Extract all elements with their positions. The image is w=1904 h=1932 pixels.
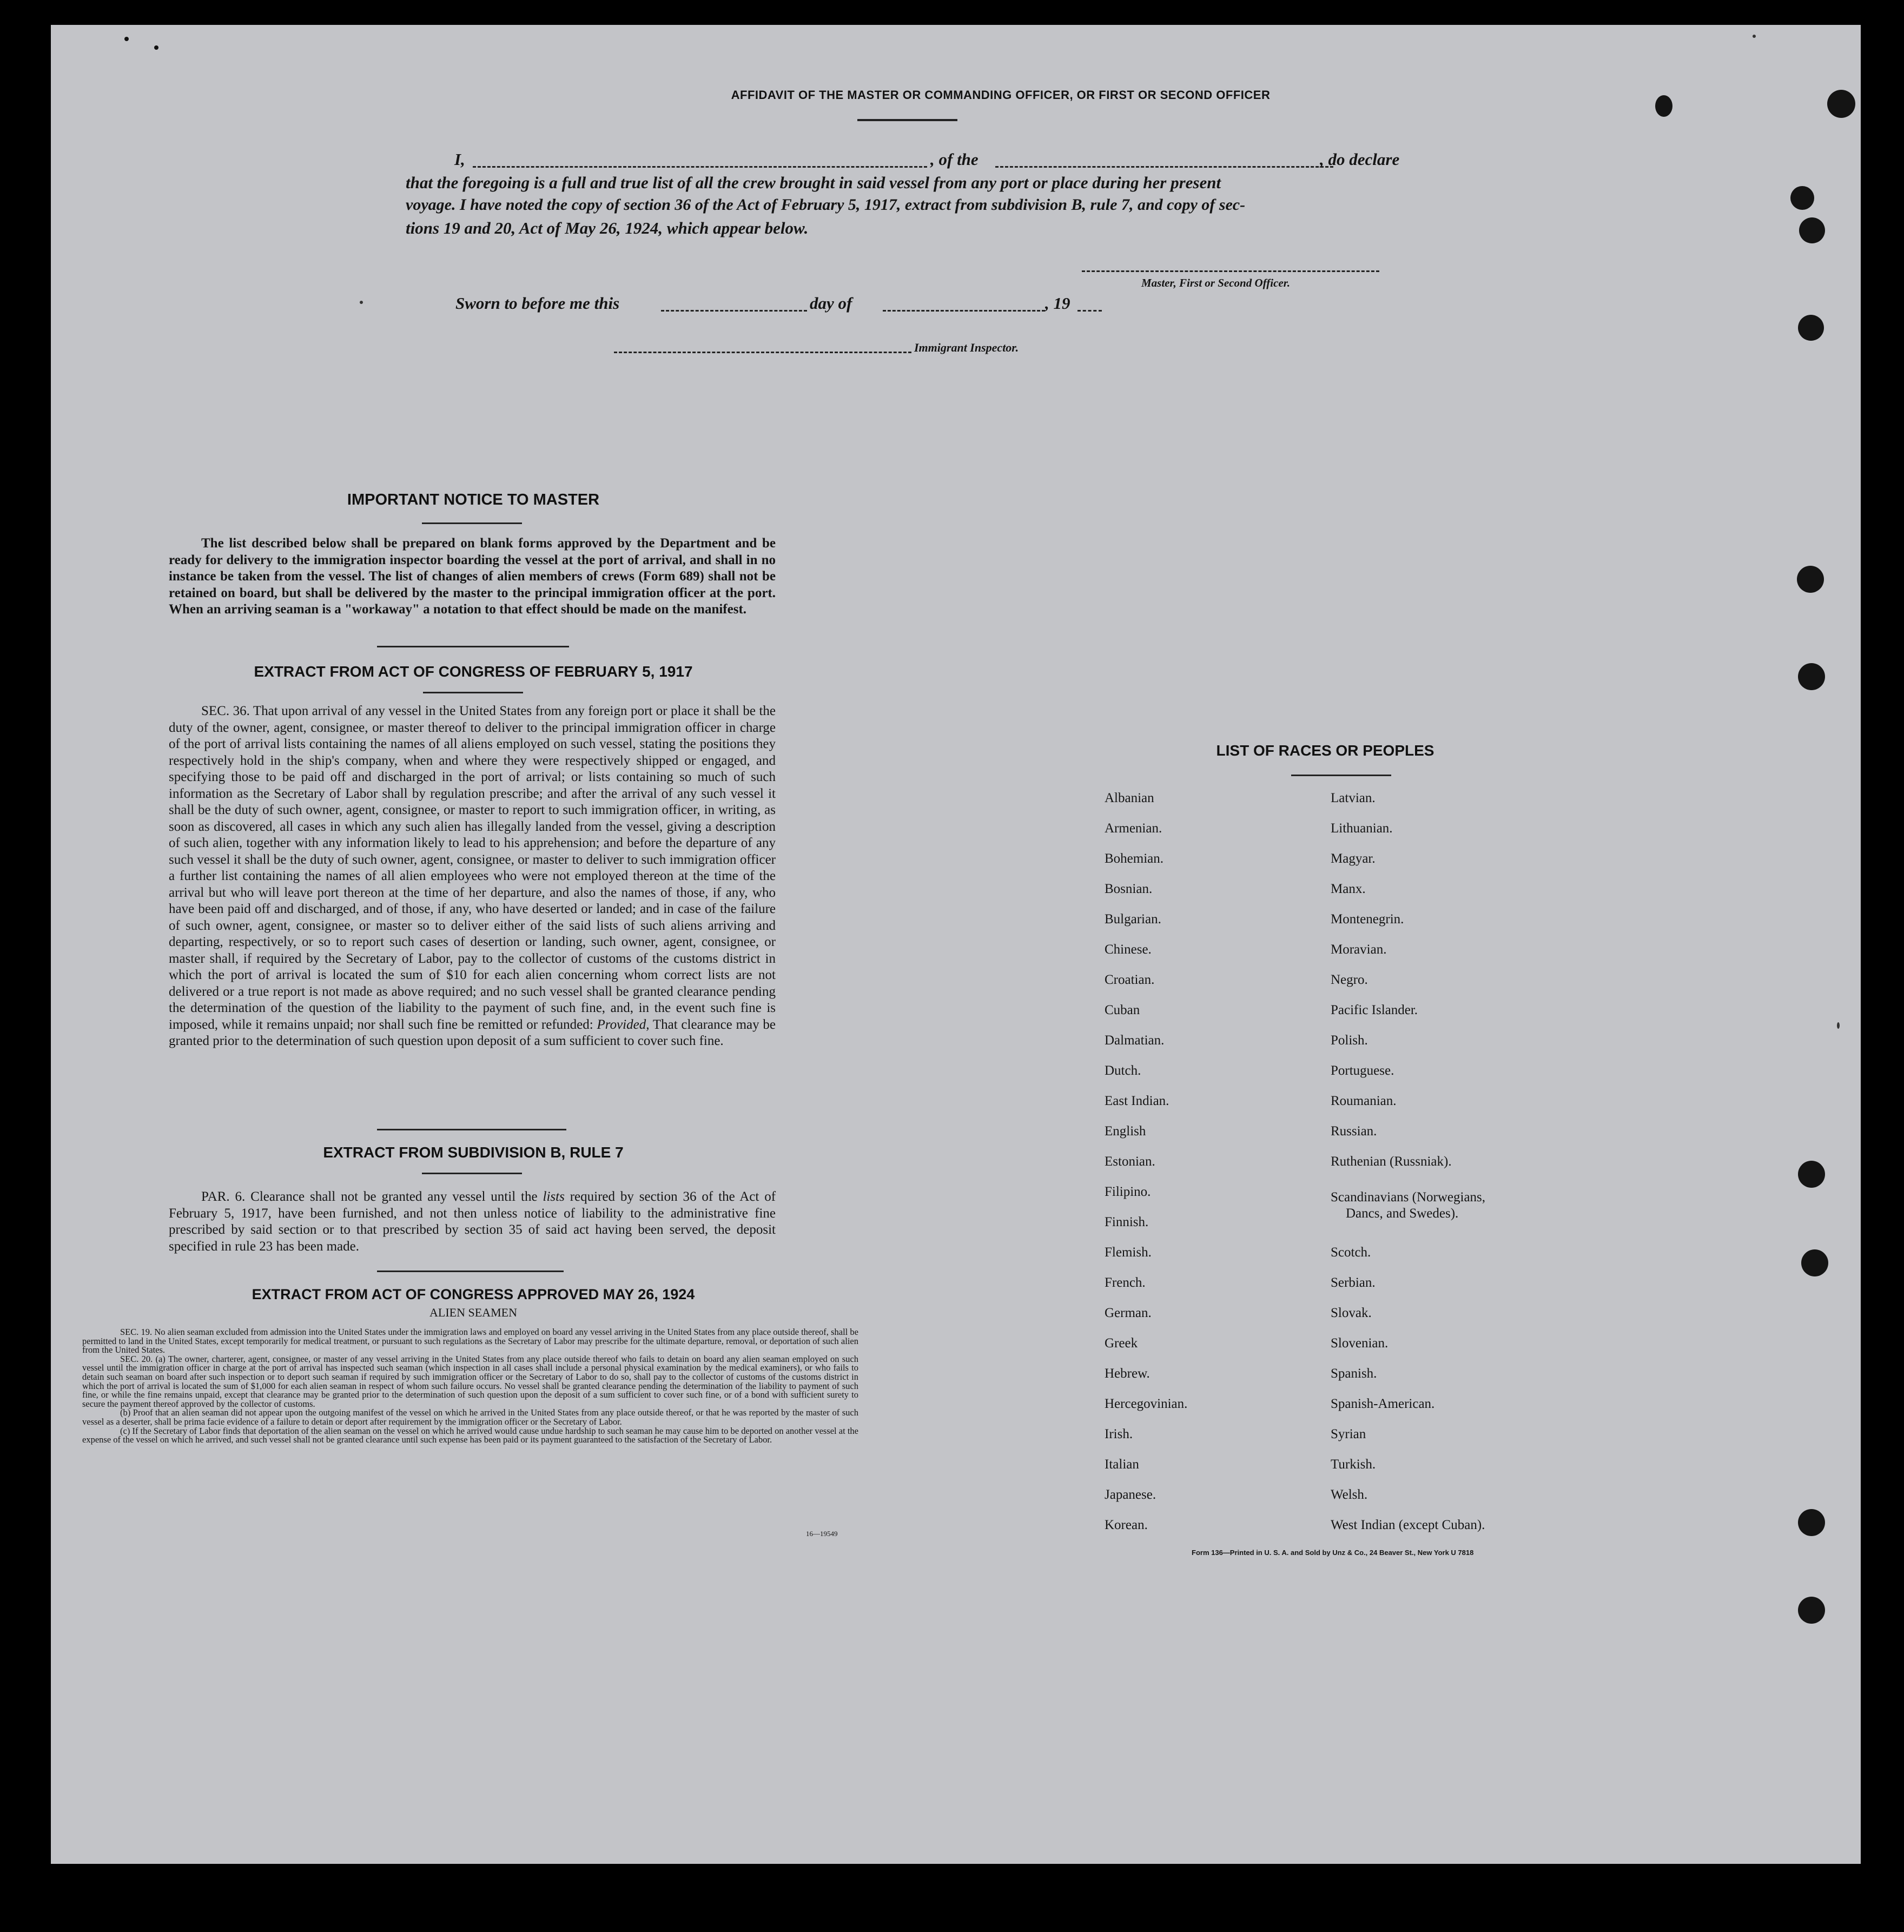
affidavit-line2: that the foregoing is a full and true list of all the crew brought in said vessel from any port or place during her present (406, 173, 1221, 192)
race-item: Japanese. (1105, 1487, 1156, 1502)
race-item: Dalmatian. (1105, 1033, 1165, 1048)
section-36-body: That upon arrival of any vessel in the United States from any foreign port or place it shall be the duty of the owner, agent, consignee, or master thereof to deliver to the principal immigration officer in charge of the port of arrival lists containing the names of all aliens employed on such vessel, stating the positions they respectively hold in the ship's company, when and where they were respectively shipped or engaged, and specifying those to be paid off and discharged in the port of arrival; or lists containing so much of such information as the Secretary of Labor shall by regulation prescribe; and after the arrival of any such vessel it shall be the duty of such owner, agent, consignee, or master to report to such immigration officer, in writing, as soon as discovered, all cases in which any such alien has illegally landed from the vessel, giving a description of such alien, together with any information likely to lead to his apprehension; and before the departure of any such vessel it shall be the duty of such owner, agent, consignee, or master to deliver to such immigration officer a further list containing the names of all alien employees who were not employed thereon at the time of the arrival but who will leave port thereon at the time of her departure, and also the names of those, if any, who have been paid off and discharged, and of those, if any, who have deserted or landed; and in case of the failure of such owner, agent, consignee, or master so to deliver either of the said lists of such aliens arriving and departing, respectively, or so to report such cases of desertion or landing, such owner, agent, consignee, or master shall, if required by the Secretary of Labor, pay to the collector of customs of the customs district in which the port of arrival is located the sum of $10 for each alien concerning whom correct lists are not delivered or a true report is not made as above required; and no such vessel shall be granted clearance pending the determination of the question of the liability to the payment of such fine, and, in the event such fine is imposed, while it remains unpaid; nor shall such fine be remitted or refunded: (169, 704, 776, 1032)
races-title-rule (1291, 775, 1391, 776)
affidavit-title: AFFIDAVIT OF THE MASTER OR COMMANDING OFFICER, OR FIRST OR SECOND OFFICER (731, 88, 1271, 102)
form-code: 16—19549 (806, 1530, 838, 1538)
printer-imprint: Form 136—Printed in U. S. A. and Sold by Unz & Co., 24 Beaver St., New York U 7818 (1192, 1549, 1474, 1557)
race-item: French. (1105, 1275, 1146, 1290)
section-36-label: SEC. 36. (201, 704, 250, 718)
race-item: Slovenian. (1331, 1336, 1389, 1351)
par-6-text-a: Clearance shall not be granted any vessel until the (250, 1189, 538, 1204)
race-item: German. (1105, 1306, 1152, 1320)
inspector-signature-line[interactable] (614, 352, 911, 353)
sworn-year: , 19 (1045, 294, 1070, 313)
race-item: West Indian (except Cuban). (1331, 1518, 1485, 1532)
sworn-month-blank[interactable] (883, 310, 1045, 312)
master-caption: Master, First or Second Officer. (1141, 276, 1290, 289)
sworn-line (455, 294, 1105, 315)
proviso-text: That clearance may be granted prior to the determination of such question upon deposit of a sum sufficient to cover such fine. (169, 1017, 776, 1048)
vessel-blank[interactable] (995, 166, 1333, 168)
sworn-day-of: day of (810, 294, 852, 313)
sworn-year-blank[interactable] (1077, 310, 1102, 312)
race-item: Hercegovinian. (1105, 1397, 1188, 1411)
race-item: Manx. (1331, 882, 1366, 896)
race-item: Estonian. (1105, 1154, 1155, 1169)
punch-hole (1798, 663, 1825, 690)
affidavit-line4: tions 19 and 20, Act of May 26, 1924, which appear below. (406, 219, 809, 237)
punch-hole (1797, 566, 1824, 593)
race-item: Dancs, and Swedes). (1346, 1206, 1459, 1221)
section-20c: (c) If the Secretary of Labor finds that deportation of the alien seaman on the vessel on which he arrived would cause undue hardship to such seaman he may cause him to be deported on another vessel at the expense of the vessel on which he arrived, and such vessel shall not be granted clearance until such expense has been paid or its payment guaranteed to the satisfaction of the Secretary of Labor. (82, 1425, 858, 1445)
race-item: Albanian (1105, 791, 1154, 805)
punch-hole (1798, 1509, 1825, 1536)
paper-speck (1753, 35, 1756, 38)
race-item: Latvian. (1331, 791, 1376, 805)
race-item: Polish. (1331, 1033, 1368, 1048)
extract-1924-title: EXTRACT FROM ACT OF CONGRESS APPROVED MAY 26, 1924 (252, 1286, 695, 1302)
affidavit-line3: voyage. I have noted the copy of section 36 of the Act of February 5, 1917, extract from subdivision B, rule 7, and copy of sec- (406, 196, 1246, 214)
punch-hole (1798, 315, 1824, 341)
race-item: Croatian. (1105, 972, 1155, 987)
punch-hole (1798, 1597, 1825, 1624)
race-item: Flemish. (1105, 1245, 1152, 1260)
race-item: Korean. (1105, 1518, 1148, 1532)
race-item: Lithuanian. (1331, 821, 1393, 836)
race-item: Finnish. (1105, 1215, 1149, 1229)
notice-title-rule (422, 522, 522, 524)
proviso-label: Provided, (597, 1017, 650, 1032)
paper-speck (360, 301, 363, 304)
punch-hole (1790, 186, 1814, 210)
race-item: Bosnian. (1105, 882, 1153, 896)
race-item: Dutch. (1105, 1063, 1141, 1078)
race-item: Serbian. (1331, 1275, 1376, 1290)
race-item: Filipino. (1105, 1185, 1151, 1199)
notice-end-rule (377, 646, 569, 647)
race-item: Spanish-American. (1331, 1397, 1435, 1411)
race-item: Turkish. (1331, 1457, 1376, 1472)
par-6-label: PAR. 6. (201, 1189, 246, 1204)
race-item: Welsh. (1331, 1487, 1368, 1502)
race-item: Pacific Islander. (1331, 1003, 1418, 1017)
affidavit-title-rule (857, 119, 957, 121)
race-item: Spanish. (1331, 1366, 1377, 1381)
race-item: Moravian. (1331, 942, 1387, 957)
race-item: Bulgarian. (1105, 912, 1161, 927)
extract-1917-end-rule (377, 1129, 566, 1130)
extract-1917-rule (423, 692, 523, 693)
lists-word: lists (543, 1189, 565, 1204)
race-item: Armenian. (1105, 821, 1162, 836)
subdivision-b-end-rule (377, 1271, 564, 1272)
affidavit-of-the: , of the (930, 150, 979, 169)
race-item: Roumanian. (1331, 1094, 1397, 1108)
race-item: Syrian (1331, 1427, 1366, 1441)
race-item: Irish. (1105, 1427, 1133, 1441)
race-item: Cuban (1105, 1003, 1140, 1017)
subdivision-b-text (169, 1189, 776, 1255)
affidavit-line1 (454, 150, 1412, 171)
race-item: Hebrew. (1105, 1366, 1150, 1381)
punch-hole (1801, 1249, 1828, 1276)
alien-seamen-subtitle: ALIEN SEAMEN (429, 1306, 517, 1319)
paper-speck (124, 37, 129, 41)
race-item: Scotch. (1331, 1245, 1371, 1260)
race-item: Greek (1105, 1336, 1138, 1351)
race-item: East Indian. (1105, 1094, 1169, 1108)
punch-hole (1827, 90, 1855, 118)
races-title: LIST OF RACES OR PEOPLES (1216, 742, 1434, 759)
subdivision-b-title: EXTRACT FROM SUBDIVISION B, RULE 7 (323, 1144, 624, 1161)
name-blank[interactable] (473, 166, 927, 168)
subdivision-b-rule (422, 1173, 522, 1174)
race-item: Russian. (1331, 1124, 1377, 1139)
section-20a: SEC. 20. (a) The owner, charterer, agent, consignee, or master of any vessel arriving in the United States from any place outside thereof who fails to detain on board any alien seaman employed on such vessel until the immigration officer in charge at the port of arrival has inspected such seaman (which inspection in all cases shall include a personal physical examination by the medical examiners), or who fails to detain such seaman on board after such inspection or to deport such seaman if required by such immigration officer or the Secretary of Labor to do so, shall pay to the collector of customs of the customs district in which the port of arrival is located the sum of $1,000 for each alien seaman in respect of whom such failure occurs. No vessel shall be granted clearance pending the determination of the liability to payment of such fine, or while the fine remains unpaid, except that clearance may be granted prior to the determination of such question upon the deposit of a sum sufficient to cover such fine, or of a bond with sufficient surety to secure the payment thereof approved by the collector of customs. (82, 1353, 858, 1409)
inspector-caption: Immigrant Inspector. (914, 341, 1019, 354)
race-item: Negro. (1331, 972, 1368, 987)
race-item: Bohemian. (1105, 851, 1164, 866)
race-item: English (1105, 1124, 1146, 1139)
notice-text: The list described below shall be prepared on blank forms approved by the Department and be ready for delivery to the immigration inspector boarding the vessel at the port of arrival, and shall in no instance be taken from the vessel. The list of changes of alien members of crews (Form 689) shall not be retained on board, but shall be delivered by the master to the principal immigration officer at the port. When an arriving seaman is a "workaway" a notation to that effect should be made on the manifest. (169, 536, 776, 617)
master-signature-line[interactable] (1082, 270, 1379, 272)
affidavit-declare: , do declare (1320, 150, 1400, 169)
affidavit-i: I, (454, 150, 465, 169)
race-item: Ruthenian (Russniak). (1331, 1154, 1452, 1169)
section-20b: (b) Proof that an alien seaman did not appear upon the outgoing manifest of the vessel on which he arrived in the United States from any place outside thereof, or that he was reported by the master of such vessel as a deserter, shall be prima facie evidence of a failure to detain or deport after requirement by the immigration officer or the Secretary of Labor. (82, 1407, 858, 1427)
paper-speck (1837, 1022, 1840, 1029)
race-item: Italian (1105, 1457, 1139, 1472)
extract-1924-text (82, 1328, 858, 1445)
punch-hole (1655, 95, 1672, 117)
notice-title: IMPORTANT NOTICE TO MASTER (347, 491, 600, 508)
race-item: Montenegrin. (1331, 912, 1404, 927)
extract-1917-title: EXTRACT FROM ACT OF CONGRESS OF FEBRUARY 5, 1917 (254, 663, 693, 680)
extract-1917-text (169, 703, 776, 1050)
par-6-text-b: required by section 36 of the Act of February 5, 1917, have been furnished, and not then unless notice of liability to the administrative fine prescribed by said section or to that prescribed by section 35 of said act having been served, the deposit specified in rule 23 has been made. (169, 1189, 776, 1254)
sworn-text: Sworn to before me this (455, 294, 620, 313)
punch-hole (1799, 217, 1825, 243)
race-item: Magyar. (1331, 851, 1376, 866)
section-19: SEC. 19. No alien seaman excluded from admission into the United States under the immigration laws and employed on board any vessel arriving in the United States from any place outside thereof, shall be permitted to land in the United States, except temporarily for medical treatment, or pursuant to such regulations as the Secretary of Labor may prescribe for the ultimate departure, removal, or deportation of such alien from the United States. (82, 1327, 858, 1355)
race-item: Scandinavians (Norwegians, (1331, 1190, 1486, 1205)
race-item: Portuguese. (1331, 1063, 1394, 1078)
punch-hole (1798, 1161, 1825, 1188)
race-item: Slovak. (1331, 1306, 1372, 1320)
race-item: Chinese. (1105, 942, 1152, 957)
paper-speck (154, 45, 158, 50)
sworn-day-blank[interactable] (661, 310, 807, 312)
